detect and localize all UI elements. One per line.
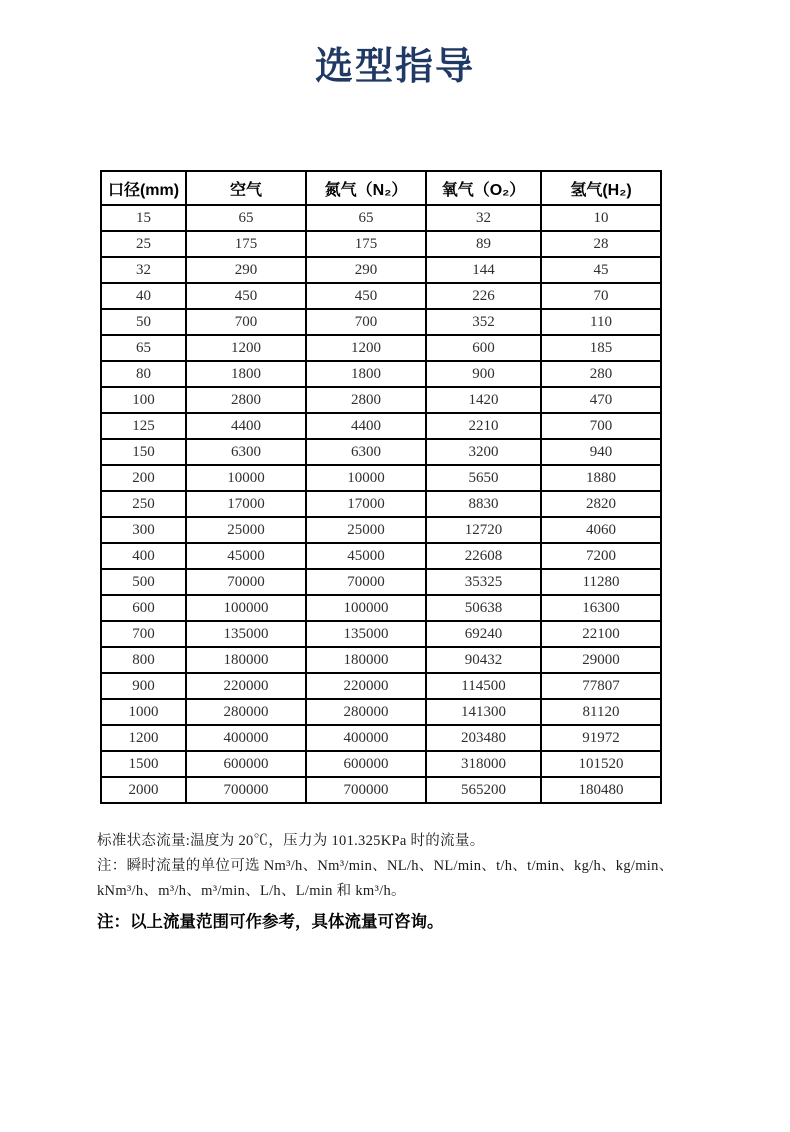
table-cell: 45	[541, 257, 661, 283]
table-cell: 450	[306, 283, 426, 309]
note-reference-disclaimer: 注：以上流量范围可作参考，具体流量可咨询。	[97, 913, 444, 931]
table-cell: 135000	[306, 621, 426, 647]
table-cell: 70	[541, 283, 661, 309]
table-cell: 280	[541, 361, 661, 387]
table-cell: 1200	[186, 335, 306, 361]
table-cell: 25000	[186, 517, 306, 543]
table-cell: 89	[426, 231, 541, 257]
table-cell: 25000	[306, 517, 426, 543]
table-cell: 150	[101, 439, 186, 465]
table-cell: 203480	[426, 725, 541, 751]
table-cell: 125	[101, 413, 186, 439]
table-row	[101, 335, 661, 361]
table-cell: 352	[426, 309, 541, 335]
table-row	[101, 257, 661, 283]
table-cell: 185	[541, 335, 661, 361]
column-header: 空气	[186, 171, 306, 205]
table-cell: 900	[101, 673, 186, 699]
table-cell: 700	[541, 413, 661, 439]
table-cell: 180000	[306, 647, 426, 673]
table-cell: 400000	[186, 725, 306, 751]
table-cell: 5650	[426, 465, 541, 491]
table-cell: 1420	[426, 387, 541, 413]
table-cell: 17000	[186, 491, 306, 517]
table-cell: 220000	[306, 673, 426, 699]
table-cell: 91972	[541, 725, 661, 751]
table-cell: 35325	[426, 569, 541, 595]
table-row	[101, 283, 661, 309]
flow-rate-table	[100, 170, 662, 804]
table-cell: 565200	[426, 777, 541, 803]
table-row	[101, 387, 661, 413]
table-cell: 45000	[186, 543, 306, 569]
table-cell: 80	[101, 361, 186, 387]
table-cell: 32	[101, 257, 186, 283]
table-cell: 144	[426, 257, 541, 283]
table-row	[101, 647, 661, 673]
table-cell: 141300	[426, 699, 541, 725]
table-cell: 220000	[186, 673, 306, 699]
table-cell: 77807	[541, 673, 661, 699]
table-cell: 7200	[541, 543, 661, 569]
table-cell: 800	[101, 647, 186, 673]
table-cell: 700	[306, 309, 426, 335]
table-cell: 12720	[426, 517, 541, 543]
table-row	[101, 309, 661, 335]
table-cell: 40	[101, 283, 186, 309]
table-row	[101, 439, 661, 465]
table-row	[101, 595, 661, 621]
table-cell: 22100	[541, 621, 661, 647]
table-cell: 4400	[306, 413, 426, 439]
table-cell: 29000	[541, 647, 661, 673]
table-cell: 318000	[426, 751, 541, 777]
table-cell: 2000	[101, 777, 186, 803]
table-cell: 90432	[426, 647, 541, 673]
table-cell: 10000	[186, 465, 306, 491]
table-cell: 65	[306, 205, 426, 231]
table-row	[101, 699, 661, 725]
table-cell: 175	[186, 231, 306, 257]
table-row	[101, 673, 661, 699]
table-cell: 16300	[541, 595, 661, 621]
table-cell: 6300	[306, 439, 426, 465]
table-cell: 1000	[101, 699, 186, 725]
table-cell: 500	[101, 569, 186, 595]
table-cell: 15	[101, 205, 186, 231]
table-cell: 100000	[306, 595, 426, 621]
table-cell: 400	[101, 543, 186, 569]
table-cell: 4060	[541, 517, 661, 543]
table-cell: 100000	[186, 595, 306, 621]
table-cell: 10	[541, 205, 661, 231]
table-row	[101, 517, 661, 543]
table-cell: 81120	[541, 699, 661, 725]
table-cell: 600000	[306, 751, 426, 777]
table-row	[101, 621, 661, 647]
table-cell: 450	[186, 283, 306, 309]
table-cell: 290	[186, 257, 306, 283]
table-cell: 280000	[306, 699, 426, 725]
note-units-line-1: 注：瞬时流量的单位可选 Nm³/h、Nm³/min、NL/h、NL/min、t/h、t/min、kg/h、kg/min、	[97, 858, 674, 874]
table-cell: 100	[101, 387, 186, 413]
table-cell: 70000	[186, 569, 306, 595]
table-cell: 69240	[426, 621, 541, 647]
table-row	[101, 725, 661, 751]
table-cell: 1200	[101, 725, 186, 751]
column-header: 氮气（N₂）	[306, 171, 426, 205]
table-body	[101, 205, 661, 803]
column-header: 氢气(H₂)	[541, 171, 661, 205]
table-cell: 290	[306, 257, 426, 283]
table-cell: 400000	[306, 725, 426, 751]
table-cell: 11280	[541, 569, 661, 595]
table-cell: 2820	[541, 491, 661, 517]
table-cell: 3200	[426, 439, 541, 465]
table-cell: 900	[426, 361, 541, 387]
table-row	[101, 361, 661, 387]
table-cell: 50	[101, 309, 186, 335]
table-row	[101, 491, 661, 517]
table-cell: 65	[186, 205, 306, 231]
table-cell: 280000	[186, 699, 306, 725]
table-cell: 180480	[541, 777, 661, 803]
table-cell: 175	[306, 231, 426, 257]
column-header: 口径(mm)	[101, 171, 186, 205]
table-cell: 600	[426, 335, 541, 361]
table-row	[101, 569, 661, 595]
column-header: 氧气（O₂）	[426, 171, 541, 205]
table-cell: 4400	[186, 413, 306, 439]
table-cell: 32	[426, 205, 541, 231]
table-cell: 700000	[306, 777, 426, 803]
table-cell: 1800	[186, 361, 306, 387]
table-cell: 17000	[306, 491, 426, 517]
table-header-row	[101, 171, 661, 205]
table-cell: 700	[101, 621, 186, 647]
table-cell: 50638	[426, 595, 541, 621]
table-cell: 6300	[186, 439, 306, 465]
table-cell: 1500	[101, 751, 186, 777]
table-cell: 110	[541, 309, 661, 335]
table-cell: 200	[101, 465, 186, 491]
table-row	[101, 777, 661, 803]
table-cell: 135000	[186, 621, 306, 647]
table-row	[101, 543, 661, 569]
table-cell: 25	[101, 231, 186, 257]
table-cell: 940	[541, 439, 661, 465]
table-cell: 600000	[186, 751, 306, 777]
table-cell: 470	[541, 387, 661, 413]
table-cell: 101520	[541, 751, 661, 777]
table-cell: 300	[101, 517, 186, 543]
table-cell: 70000	[306, 569, 426, 595]
table-row	[101, 413, 661, 439]
table-cell: 45000	[306, 543, 426, 569]
table-cell: 65	[101, 335, 186, 361]
table-cell: 600	[101, 595, 186, 621]
notes-section	[97, 829, 707, 935]
table-cell: 2800	[306, 387, 426, 413]
table-row	[101, 465, 661, 491]
table-cell: 226	[426, 283, 541, 309]
note-units-line-2: kNm³/h、m³/h、m³/min、L/h、L/min 和 km³/h。	[97, 883, 406, 899]
table-cell: 114500	[426, 673, 541, 699]
table-cell: 1880	[541, 465, 661, 491]
table-row	[101, 231, 661, 257]
table-cell: 28	[541, 231, 661, 257]
table-cell: 8830	[426, 491, 541, 517]
table-cell: 22608	[426, 543, 541, 569]
table-cell: 2210	[426, 413, 541, 439]
table-row	[101, 205, 661, 231]
table-cell: 10000	[306, 465, 426, 491]
table-row	[101, 751, 661, 777]
table-cell: 700000	[186, 777, 306, 803]
table-cell: 250	[101, 491, 186, 517]
table-cell: 180000	[186, 647, 306, 673]
table-cell: 2800	[186, 387, 306, 413]
page-title: 选型指导	[314, 46, 475, 88]
table-cell: 1800	[306, 361, 426, 387]
table-cell: 700	[186, 309, 306, 335]
table-cell: 1200	[306, 335, 426, 361]
note-standard-condition: 标准状态流量:温度为 20℃，压力为 101.325KPa 时的流量。	[97, 833, 485, 849]
